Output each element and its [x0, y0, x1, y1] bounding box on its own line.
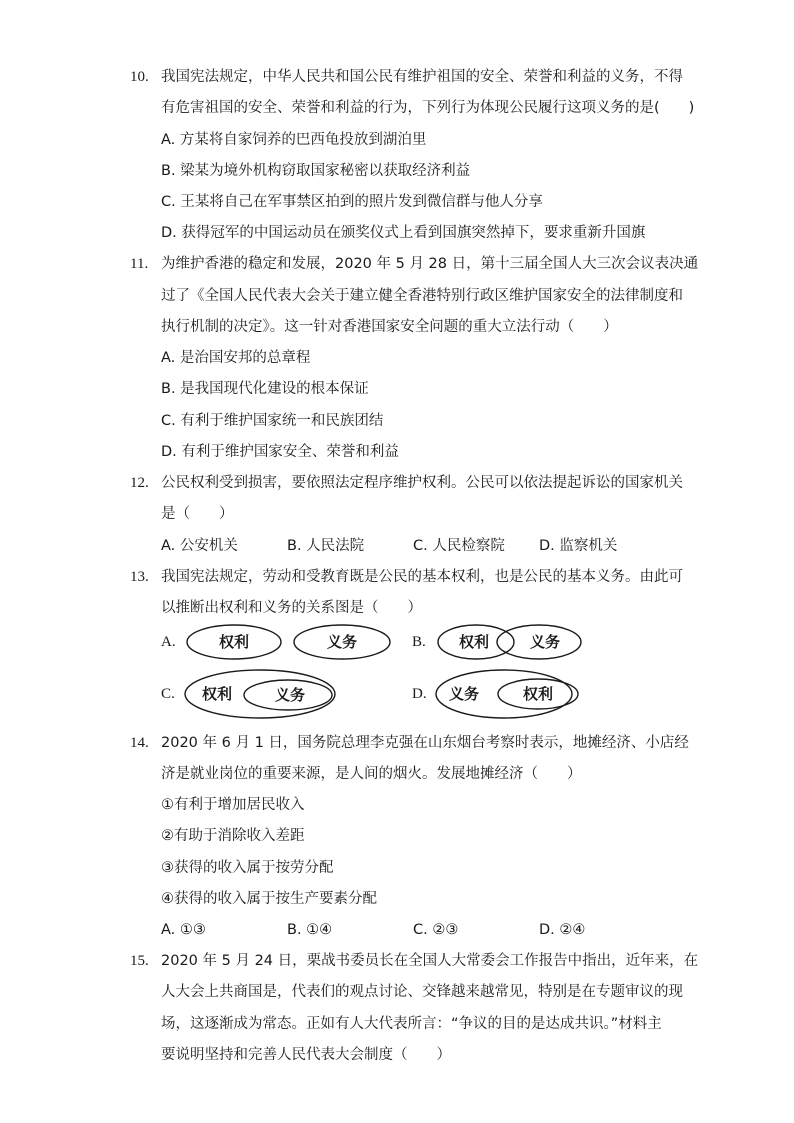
rights-label: 权利	[458, 633, 490, 651]
option-d: D. 获得冠军的中国运动员在颁奖仪式上看到国旗突然掉下，要求重新升国旗	[161, 225, 646, 241]
diagram-d	[434, 668, 594, 724]
option-b-letter: B.	[412, 634, 426, 650]
rights-label: 权利	[522, 685, 554, 703]
question-text-line: 为维护香港的稳定和发展，2020 年 5 月 28 日，第十三届全国人大三次会议表决通	[161, 256, 699, 272]
question-text-line: 有危害祖国的安全、荣誉和利益的行为，下列行为体现公民履行这项义务的是( )	[161, 100, 695, 116]
option-d: D. 监察机关	[539, 538, 618, 554]
question-text-line: 人大会上共商国是，代表们的观点讨论、交锋越来越常见，特别是在专题审议的现	[161, 984, 683, 1000]
option-b: B. 是我国现代化建设的根本保证	[161, 381, 369, 397]
rights-label: 权利	[201, 685, 233, 703]
option-a: A. 是治国安邦的总章程	[161, 350, 311, 366]
option-c-letter: C.	[161, 686, 175, 702]
question-number: 15.	[130, 953, 149, 969]
option-d: D. 有利于维护国家安全、荣誉和利益	[161, 444, 399, 460]
option-d: D. ②④	[539, 922, 586, 938]
option-c: C. ②③	[413, 922, 459, 938]
diagram-b	[434, 622, 594, 666]
statement-1: ①有利于增加居民收入	[161, 797, 305, 813]
question-text-line: 公民权利受到损害，要依照法定程序维护权利。公民可以依法提起诉讼的国家机关	[161, 475, 683, 491]
question-text-line: 过了《全国人民代表大会关于建立健全香港特别行政区维护国家安全的法律制度和	[161, 288, 683, 304]
rights-label: 权利	[218, 633, 250, 651]
option-a: A. 公安机关	[161, 538, 238, 554]
question-text-line: 要说明坚持和完善人民代表大会制度（ ）	[161, 1047, 451, 1063]
question-number: 12.	[130, 475, 149, 491]
duties-label: 义务	[326, 633, 358, 651]
option-b: B. 人民法院	[287, 538, 365, 554]
option-a: A. 方某将自家饲养的巴西龟投放到湖泊里	[161, 132, 427, 148]
statement-3: ③获得的收入属于按劳分配	[161, 860, 334, 876]
option-b: B. ①④	[287, 922, 333, 938]
option-a: A. ①③	[161, 922, 206, 938]
option-c: C. 人民检察院	[413, 538, 505, 554]
question-text-line: 2020 年 5 月 24 日，栗战书委员长在全国人大常委会工作报告中指出，近年来，在	[161, 953, 699, 969]
option-d-letter: D.	[412, 686, 427, 702]
question-text-line: 场，这逐渐成为常态。正如有人大代表所言：“争议的目的是达成共识。”材料主	[161, 1016, 662, 1032]
question-text-line: 2020 年 6 月 1 日，国务院总理李克强在山东烟台考察时表示，地摊经济、小店经	[161, 735, 689, 751]
question-number: 10.	[130, 69, 149, 85]
diagram-c	[182, 668, 342, 724]
option-c: C. 有利于维护国家统一和民族团结	[161, 413, 384, 429]
option-a-letter: A.	[161, 634, 176, 650]
statement-2: ②有助于消除收入差距	[161, 828, 305, 844]
question-number: 13.	[130, 569, 149, 585]
statement-4: ④获得的收入属于按生产要素分配	[161, 891, 377, 907]
duties-label: 义务	[274, 686, 306, 704]
question-number: 11.	[130, 256, 149, 272]
option-b: B. 梁某为境外机构窃取国家秘密以获取经济利益	[161, 163, 471, 179]
question-text-line: 执行机制的决定》。这一针对香港国家安全问题的重大立法行动（ ）	[161, 319, 618, 335]
diagram-a	[182, 622, 402, 666]
duties-label: 义务	[448, 685, 480, 703]
option-c: C. 王某将自己在军事禁区拍到的照片发到微信群与他人分享	[161, 194, 543, 210]
question-text-line: 是（ ）	[161, 506, 234, 522]
question-text-line: 济是就业岗位的重要来源，是人间的烟火。发展地摊经济（ ）	[161, 766, 582, 782]
question-text-line: 我国宪法规定，中华人民共和国公民有维护祖国的安全、荣誉和利益的义务，不得	[161, 69, 683, 85]
question-text-line: 我国宪法规定，劳动和受教育既是公民的基本权利，也是公民的基本义务。由此可	[161, 569, 683, 585]
question-text-line: 以推断出权利和义务的关系图是（ ）	[161, 600, 422, 616]
duties-label: 义务	[529, 633, 561, 651]
question-number: 14.	[130, 735, 149, 751]
